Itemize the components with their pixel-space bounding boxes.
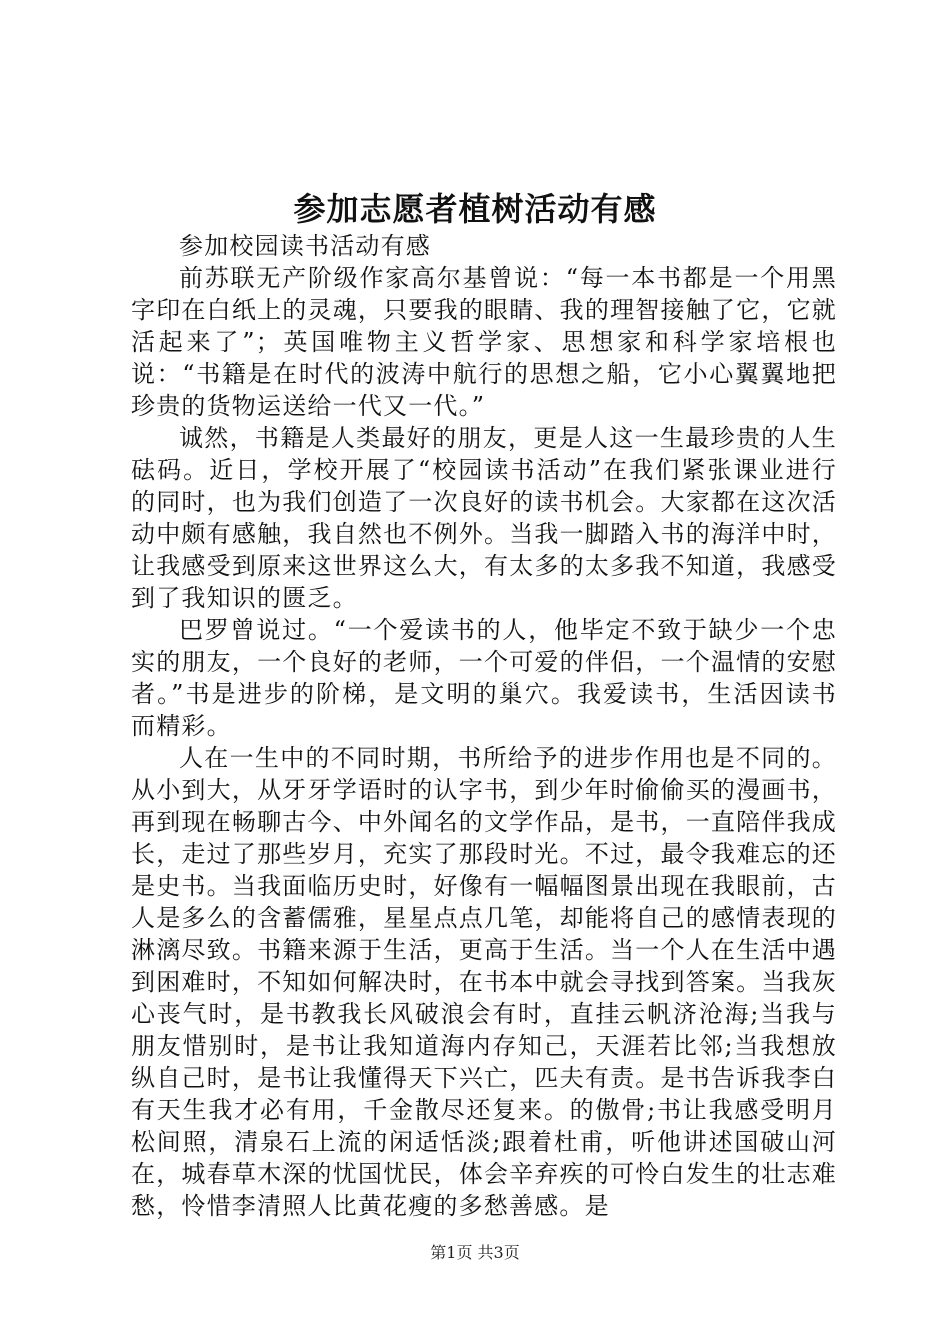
document-body [131,230,837,1222]
paragraph-3: 巴罗曾说过。“一个爱读书的人，他毕定不致于缺少一个忠实的朋友，一个良好的老师，一个可爱的伴侣，一个温情的安慰者。”书是进步的阶梯，是文明的巢穴。我爱读书，生活因读书而精彩。 [131,616,837,740]
document-title: 参加志愿者植树活动有感 [293,190,657,228]
paragraph-1: 前苏联无产阶级作家高尔基曾说：“每一本书都是一个用黑字印在白纸上的灵魂，只要我的眼睛、我的理智接触了它，它就活起来了”；英国唯物主义哲学家、思想家和科学家培根也说：“书籍是在时代的波涛中航行的思想之船，它小心翼翼地把珍贵的货物运送给一代又一代。” [131,264,837,420]
page-number-footer: 第1页 共3页 [430,1243,520,1262]
document-subtitle: 参加校园读书活动有感 [179,232,431,260]
paragraph-4: 人在一生中的不同时期，书所给予的进步作用也是不同的。从小到大，从牙牙学语时的认字书，到少年时偷偷买的漫画书，再到现在畅聊古今、中外闻名的文学作品，是书，一直陪伴我成长，走过了那些岁月，充实了那段时光。不过，最令我难忘的还是史书。当我面临历史时，好像有一幅幅图景出现在我眼前，古人是多么的含蓄儒雅，星星点点几笔，却能将自己的感情表现的淋漓尽致。书籍来源于生活，更高于生活。当一个人在生活中遇到困难时，不知如何解决时，在书本中就会寻找到答案。当我灰心丧气时，是书教我长风破浪会有时，直挂云帆济沧海;当我与朋友惜别时，是书让我知道海内存知己，天涯若比邻;当我想放纵自己时，是书让我懂得天下兴亡，匹夫有责。是书告诉我李白有天生我才必有用，千金散尽还复来。的傲骨;书让我感受明月松间照，清泉石上流的闲适恬淡;跟着杜甫，听他讲述国破山河在，城春草木深的忧国忧民，体会辛弃疾的可怜白发生的壮志难愁，怜惜李清照人比黄花瘦的多愁善感。是 [131,744,837,1220]
paragraph-2: 诚然，书籍是人类最好的朋友，更是人这一生最珍贵的人生砝码。近日，学校开展了“校园读书活动”在我们紧张课业进行的同时，也为我们创造了一次良好的读书机会。大家都在这次活动中颇有感触，我自然也不例外。当我一脚踏入书的海洋中时，让我感受到原来这世界这么大，有太多的太多我不知道，我感受到了我知识的匮乏。 [131,424,837,612]
